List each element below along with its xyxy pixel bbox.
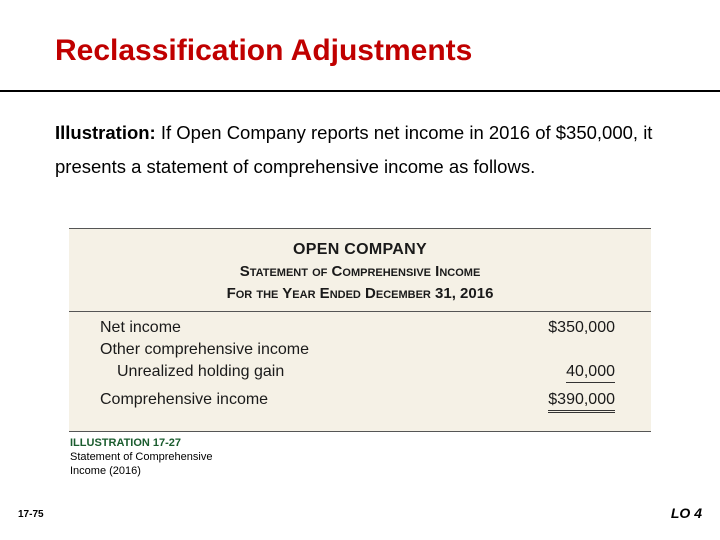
row-comprehensive-income-label: Comprehensive income	[100, 391, 269, 408]
illustration-caption	[70, 436, 212, 478]
statement-header	[69, 239, 651, 305]
row-unrealized-gain-label: Unrealized holding gain	[117, 363, 285, 380]
row-net-income-label: Net income	[100, 319, 181, 336]
title-divider	[0, 90, 720, 92]
illustration-text	[55, 116, 665, 184]
statement-table	[69, 228, 651, 432]
statement-divider	[69, 311, 651, 312]
row-unrealized-gain-amount: 40,000	[566, 363, 615, 383]
illustration-label: Illustration:	[55, 122, 156, 143]
row-comprehensive-income-amount: $390,000	[548, 391, 615, 413]
row-oci-label: Other comprehensive income	[100, 341, 309, 358]
statement-company: OPEN COMPANY	[293, 241, 427, 258]
statement-period: For the Year Ended December 31, 2016	[226, 285, 494, 302]
learning-objective: LO 4	[670, 505, 702, 521]
statement-title: Statement of Comprehensive Income	[239, 263, 481, 280]
caption-label: ILLUSTRATION 17-27	[70, 437, 182, 449]
illustration-body: If Open Company reports net income in 2016 of $350,000, it presents a statement of comprehensive income as follows.	[55, 122, 653, 177]
slide-title: Reclassification Adjustments	[55, 34, 473, 67]
caption-line-1: Statement of Comprehensive	[70, 451, 213, 463]
caption-line-2: Income (2016)	[70, 465, 141, 477]
page-number: 17-75	[18, 509, 44, 520]
row-net-income-amount: $350,000	[548, 319, 615, 336]
